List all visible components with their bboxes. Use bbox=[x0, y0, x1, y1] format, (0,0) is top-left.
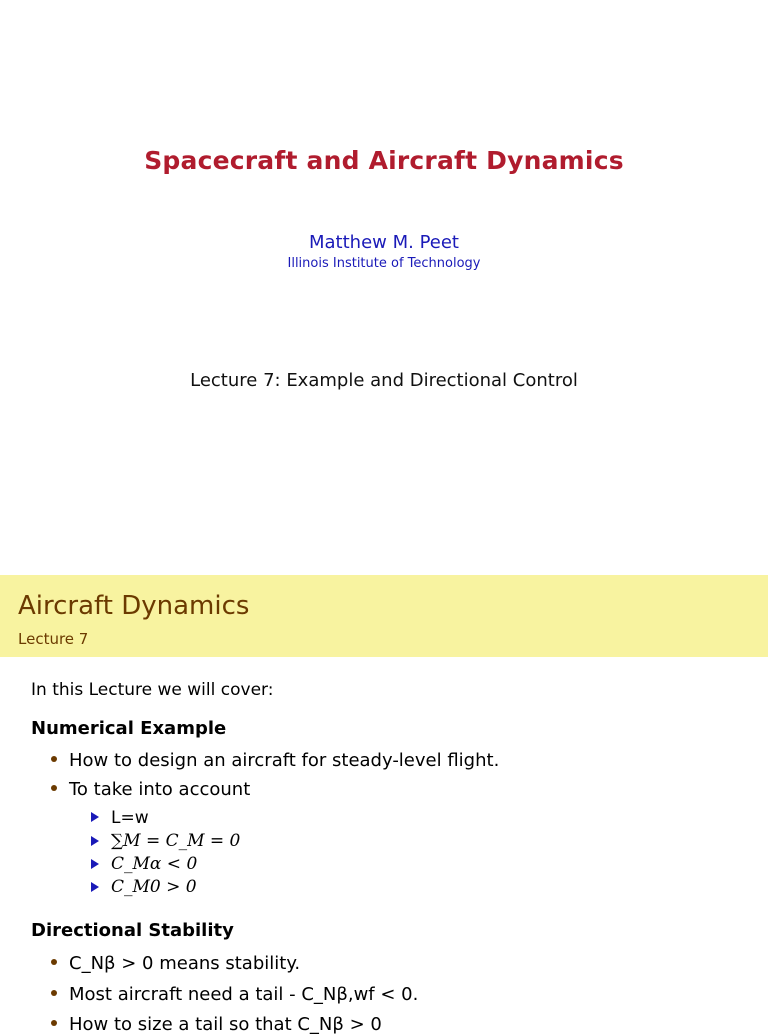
bullet-dot-icon bbox=[51, 990, 57, 996]
triangle-bullet-icon bbox=[91, 836, 99, 846]
triangle-bullet-icon bbox=[91, 859, 99, 869]
presentation-title: Spacecraft and Aircraft Dynamics bbox=[144, 146, 624, 175]
section-heading-numerical-example: Numerical Example bbox=[31, 718, 227, 739]
triangle-bullet-icon bbox=[91, 882, 99, 892]
intro-text: In this Lecture we will cover: bbox=[31, 680, 274, 700]
lecture-title: Lecture 7: Example and Directional Control bbox=[190, 370, 578, 391]
list-item: To take into account bbox=[51, 779, 250, 800]
author-institution: Illinois Institute of Technology bbox=[287, 256, 481, 271]
frame-subtitle: Lecture 7 bbox=[18, 630, 89, 648]
sub-list-item: L=w bbox=[91, 808, 149, 828]
bullet-dot-icon bbox=[51, 785, 57, 791]
list-item: Most aircraft need a tail - C_Nβ,wf < 0. bbox=[51, 984, 418, 1005]
frame-title: Aircraft Dynamics bbox=[18, 591, 250, 621]
list-item: C_Nβ > 0 means stability. bbox=[51, 953, 300, 974]
frame-header bbox=[0, 575, 768, 657]
bullet-dot-icon bbox=[51, 756, 57, 762]
list-item: How to size a tail so that C_Nβ > 0 bbox=[51, 1014, 382, 1035]
bullet-dot-icon bbox=[51, 1020, 57, 1026]
author-name: Matthew M. Peet bbox=[309, 232, 459, 253]
bullet-dot-icon bbox=[51, 959, 57, 965]
sub-list-item: C_M0 > 0 bbox=[91, 877, 197, 897]
section-heading-directional-stability: Directional Stability bbox=[31, 920, 234, 941]
list-item: How to design an aircraft for steady-level flight. bbox=[51, 750, 499, 771]
sub-list-item: ∑M = C_M = 0 bbox=[91, 831, 240, 851]
sub-list-item: C_Mα < 0 bbox=[91, 854, 197, 874]
triangle-bullet-icon bbox=[91, 812, 99, 822]
